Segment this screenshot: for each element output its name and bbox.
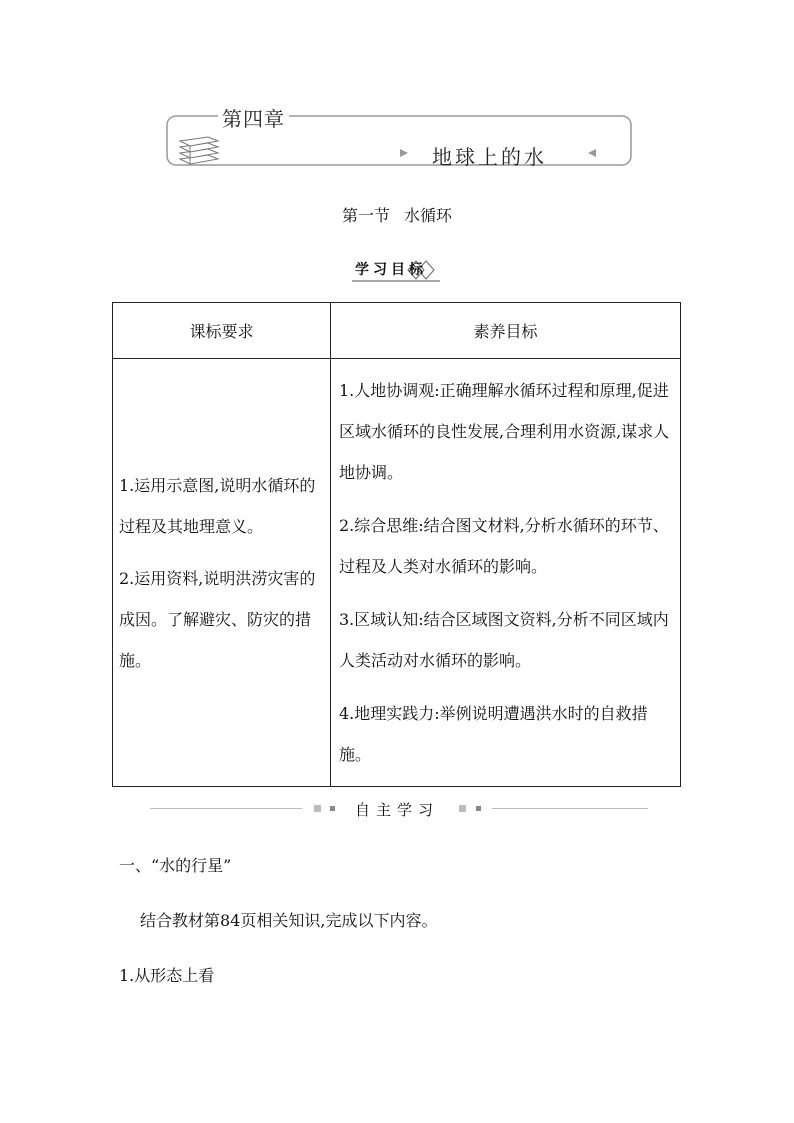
goal-item: 4.地理实践力:举例说明遭遇洪水时的自救措施。 <box>339 704 648 764</box>
table-header-row <box>113 303 681 359</box>
chapter-title: 地球上的水 <box>432 145 547 169</box>
divider-line-right <box>492 808 648 809</box>
objectives-table <box>112 302 681 787</box>
header-curriculum-requirements: 课标要求 <box>113 303 331 359</box>
goal-item: 3.区域认知:结合区域图文资料,分析不同区域内人类活动对水循环的影响。 <box>339 610 669 670</box>
header-competency-goals: 素养目标 <box>331 303 681 359</box>
self-study-label: 自主学习 <box>355 801 440 819</box>
requirements-cell <box>113 359 331 787</box>
intro-text: 结合教材第84页相关知识,完成以下内容。 <box>140 911 438 930</box>
objectives-heading: 学习目标 <box>355 262 427 278</box>
goal-item: 2.综合思维:结合图文材料,分析水循环的环节、过程及人类对水循环的影响。 <box>339 516 669 576</box>
chapter-label: 第四章 <box>218 103 289 132</box>
arrow-right-icon <box>400 149 408 157</box>
content-item: 1.从形态上看 <box>119 966 215 985</box>
table-row <box>113 359 681 787</box>
divider-square-icon <box>459 805 466 812</box>
requirement-item: 1.运用示意图,说明水循环的过程及其地理意义。 <box>119 475 316 536</box>
section-title <box>0 203 794 226</box>
divider-line-left <box>150 808 302 809</box>
arrow-left-icon <box>588 149 596 157</box>
content-heading: 一、“水的行星” <box>119 856 232 875</box>
divider-square-icon <box>330 806 335 811</box>
requirement-item: 2.运用资料,说明洪涝灾害的成因。了解避灾、防灾的措施。 <box>119 568 316 670</box>
book-stack-icon <box>180 137 218 164</box>
section-number: 第一节 <box>341 206 390 225</box>
goal-item: 1.人地协调观:正确理解水循环过程和原理,促进区域水循环的良性发展,合理利用水资源,谋求人地协调。 <box>339 381 670 482</box>
section-name: 水循环 <box>404 206 453 225</box>
divider-square-icon <box>476 806 481 811</box>
divider-square-icon <box>314 805 321 812</box>
goals-cell <box>331 359 681 787</box>
